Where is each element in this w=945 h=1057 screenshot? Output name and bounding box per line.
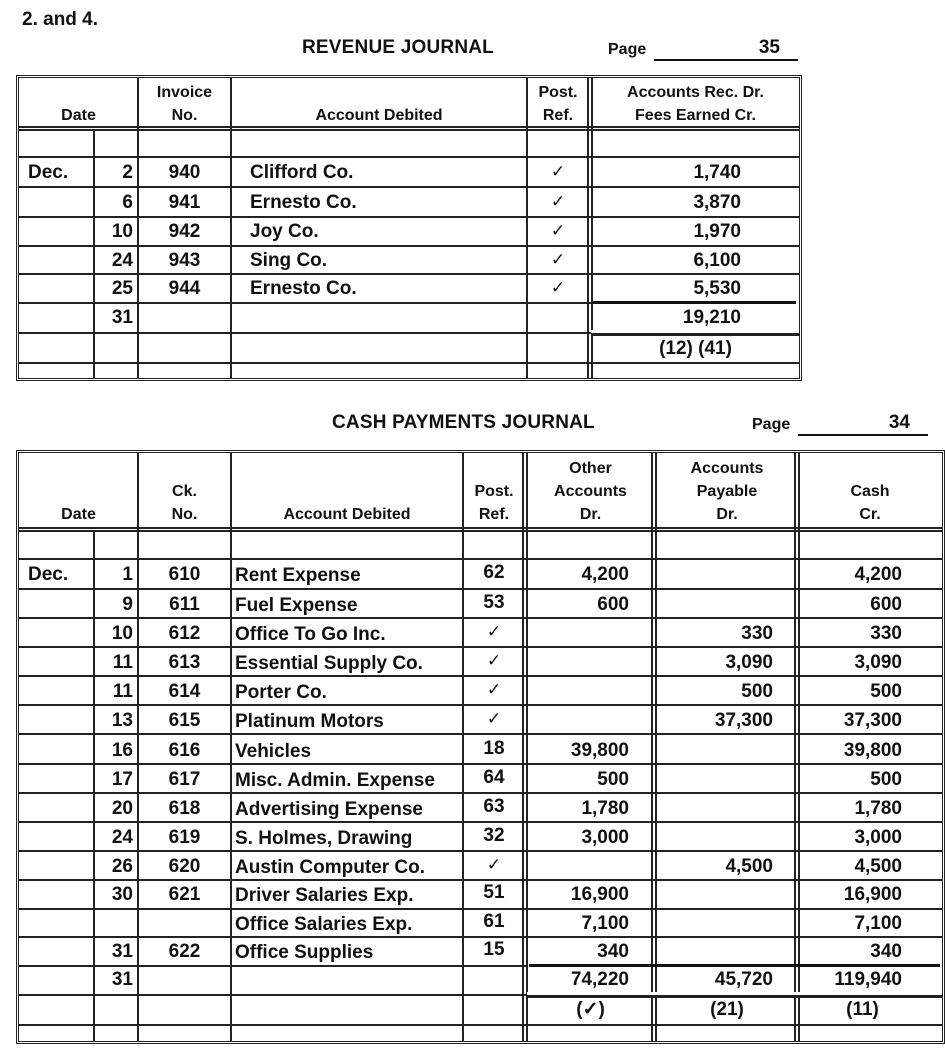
- cash-cr: 3,090: [854, 652, 902, 673]
- account-debited: S. Holmes, Drawing: [235, 828, 413, 849]
- posting-refs: (12) (41): [659, 338, 732, 359]
- cash-cr: 330: [870, 623, 902, 644]
- posting-ref-ap: (21): [710, 999, 744, 1020]
- check-icon: ✓: [550, 192, 566, 211]
- row-line: [19, 186, 799, 188]
- row-line: [19, 792, 942, 794]
- account-debited: Fuel Expense: [235, 595, 358, 616]
- accounts-payable-dr: 37,300: [714, 710, 773, 731]
- cash-cr: 7,100: [854, 913, 902, 934]
- header-ck: Ck.: [172, 483, 197, 500]
- row-line: [19, 245, 799, 247]
- header-invoice: Invoice: [156, 84, 213, 101]
- row-line: [19, 646, 942, 648]
- post-ref: 64: [483, 767, 505, 788]
- gap: [527, 992, 942, 995]
- header-post: Post.: [474, 483, 514, 500]
- check-no: 615: [168, 710, 201, 731]
- check-no: 613: [168, 652, 201, 673]
- check-no: 621: [168, 884, 201, 905]
- account-debited: Platinum Motors: [235, 711, 384, 732]
- accounts-payable-dr: 4,500: [725, 856, 773, 877]
- check-no: 618: [168, 798, 201, 819]
- day: 31: [111, 969, 133, 990]
- header-fees-earned: Fees Earned Cr.: [635, 107, 756, 124]
- account-debited: Sing Co.: [250, 250, 328, 271]
- header-divider: [19, 527, 942, 532]
- cash-cr: 4,500: [854, 856, 902, 877]
- amount: 3,870: [693, 192, 741, 213]
- header-date: Date: [61, 506, 96, 523]
- account-debited: Office To Go Inc.: [235, 624, 386, 645]
- day: 24: [111, 827, 133, 848]
- other-accounts-dr: 4,200: [581, 564, 629, 585]
- accounts-payable-dr: 3,090: [725, 652, 773, 673]
- posting-ref-other: (✓): [576, 999, 605, 1020]
- day: 11: [112, 681, 133, 702]
- check-icon: ✓: [486, 709, 502, 728]
- header-cash-cr: Cr.: [859, 506, 881, 523]
- account-debited: Vehicles: [235, 741, 312, 762]
- row-line: [19, 362, 799, 364]
- account-debited: Clifford Co.: [250, 162, 354, 183]
- day: 2: [122, 162, 133, 183]
- check-no: 614: [168, 681, 201, 702]
- other-accounts-dr: 1,780: [581, 798, 629, 819]
- header-ck-no: No.: [171, 506, 198, 523]
- col-divider: [230, 453, 232, 1041]
- posting-ref-cash: (11): [846, 999, 879, 1020]
- check-no: 620: [168, 856, 201, 877]
- check-icon: ✓: [550, 250, 566, 269]
- total-rule: [529, 964, 940, 967]
- invoice-no: 944: [168, 278, 201, 299]
- post-ref: 53: [483, 592, 505, 613]
- account-debited: Office Supplies: [235, 942, 374, 963]
- cash-cr: 39,800: [843, 740, 902, 761]
- check-icon: ✓: [550, 162, 566, 181]
- header-ref: Ref.: [478, 506, 510, 523]
- day: 30: [111, 884, 133, 905]
- post-ref: 63: [483, 796, 505, 817]
- check-no: 612: [168, 623, 201, 644]
- day: 20: [111, 798, 133, 819]
- account-debited: Porter Co.: [235, 682, 327, 703]
- col-divider-double: [651, 453, 657, 1041]
- cash-cr: 500: [870, 769, 902, 790]
- day: 31: [111, 941, 133, 962]
- revenue-page-label: Page: [608, 41, 647, 58]
- check-icon: ✓: [550, 278, 566, 297]
- revenue-page-number: 35: [654, 37, 798, 61]
- post-ref: 61: [483, 911, 505, 932]
- header-invoice-no: No.: [171, 107, 198, 124]
- account-debited: Advertising Expense: [235, 799, 423, 820]
- total-amount: 19,210: [682, 307, 741, 328]
- day: 17: [111, 769, 133, 790]
- row-line: [19, 216, 799, 218]
- header-account-debited: Account Debited: [283, 506, 411, 523]
- month: Dec.: [28, 162, 69, 183]
- invoice-no: 943: [168, 250, 201, 271]
- row-line: [19, 733, 942, 735]
- header-accounts-rec: Accounts Rec. Dr.: [627, 84, 764, 101]
- row-line: [19, 1024, 942, 1026]
- cash-cr: 1,780: [854, 798, 902, 819]
- amount: 1,970: [693, 221, 741, 242]
- day: 6: [122, 192, 133, 213]
- row-line: [19, 558, 942, 560]
- header-ref: Ref.: [542, 107, 574, 124]
- check-no: 617: [168, 769, 201, 790]
- other-accounts-dr: 340: [597, 941, 629, 962]
- gap: [591, 330, 799, 333]
- check-icon: ✓: [486, 651, 502, 670]
- cash-cr: 600: [870, 594, 902, 615]
- other-accounts-dr: 16,900: [570, 884, 629, 905]
- post-ref: 51: [483, 882, 505, 903]
- header-other-accounts: Accounts: [554, 483, 627, 500]
- cash-cr: 4,200: [854, 564, 902, 585]
- revenue-journal-title: REVENUE JOURNAL: [302, 37, 494, 58]
- account-debited: Misc. Admin. Expense: [235, 770, 435, 791]
- cash-cr: 16,900: [843, 884, 902, 905]
- exercise-heading: 2. and 4.: [22, 9, 99, 30]
- check-no: 610: [168, 564, 201, 585]
- cash-cr: 37,300: [843, 710, 902, 731]
- header-ap-dr: Dr.: [716, 506, 738, 523]
- row-line: [19, 675, 942, 677]
- check-icon: ✓: [486, 680, 502, 699]
- row-line: [19, 704, 942, 706]
- account-debited: Ernesto Co.: [250, 278, 357, 299]
- cash-cr: 340: [870, 941, 902, 962]
- amount: 6,100: [693, 250, 741, 271]
- row-line: [19, 763, 942, 765]
- other-accounts-dr: 500: [597, 769, 629, 790]
- month: Dec.: [28, 564, 69, 585]
- row-line: [19, 156, 799, 158]
- amount: 5,530: [693, 278, 741, 299]
- other-accounts-dr: 3,000: [581, 827, 629, 848]
- cash-page-number: 34: [798, 412, 928, 436]
- account-debited: Rent Expense: [235, 565, 361, 586]
- check-no: 619: [168, 827, 201, 848]
- check-icon: ✓: [550, 221, 566, 240]
- row-line: [19, 273, 799, 275]
- other-accounts-dr: 7,100: [581, 913, 629, 934]
- invoice-no: 941: [168, 192, 201, 213]
- total-rule: [593, 301, 796, 304]
- account-debited: Office Salaries Exp.: [235, 914, 413, 935]
- other-accounts-dr: 600: [597, 594, 629, 615]
- row-line: [19, 821, 942, 823]
- cash-page-label: Page: [752, 416, 791, 433]
- header-ap-payable: Payable: [696, 483, 758, 500]
- cash-cr: 500: [870, 681, 902, 702]
- day: 10: [111, 221, 133, 242]
- cash-cr: 3,000: [854, 827, 902, 848]
- row-line: [19, 302, 591, 304]
- day: 26: [111, 856, 133, 877]
- check-no: 616: [168, 740, 201, 761]
- day: 31: [111, 307, 133, 328]
- header-date: Date: [61, 107, 96, 124]
- row-line: [591, 334, 799, 336]
- day: 13: [111, 710, 133, 731]
- account-debited: Joy Co.: [250, 221, 319, 242]
- day: 10: [111, 623, 133, 644]
- row-line: [19, 965, 527, 967]
- check-icon: ✓: [486, 855, 502, 874]
- check-no: 611: [169, 594, 200, 615]
- total-cash: 119,940: [834, 969, 902, 990]
- row-line: [19, 588, 942, 590]
- header-ap: Accounts: [690, 460, 764, 477]
- post-ref: 15: [483, 939, 505, 960]
- accounts-payable-dr: 330: [741, 623, 773, 644]
- amount: 1,740: [693, 162, 741, 183]
- header-other-dr: Dr.: [579, 506, 602, 523]
- day: 11: [112, 652, 133, 673]
- header-post: Post.: [538, 84, 578, 101]
- other-accounts-dr: 39,800: [570, 740, 629, 761]
- header-account-debited: Account Debited: [315, 107, 443, 124]
- day: 9: [122, 594, 133, 615]
- check-no: 622: [168, 941, 201, 962]
- post-ref: 62: [483, 562, 505, 583]
- post-ref: 18: [483, 738, 505, 759]
- accounts-payable-dr: 500: [741, 681, 773, 702]
- invoice-no: 942: [168, 221, 201, 242]
- header-cash: Cash: [850, 483, 890, 500]
- cash-payments-journal-title: CASH PAYMENTS JOURNAL: [332, 412, 595, 433]
- check-icon: ✓: [486, 622, 502, 641]
- total-ap: 45,720: [714, 969, 773, 990]
- day: 1: [122, 564, 133, 585]
- account-debited: Driver Salaries Exp.: [235, 885, 414, 906]
- row-line: [19, 617, 942, 619]
- account-debited: Austin Computer Co.: [235, 857, 425, 878]
- row-line: [19, 850, 942, 852]
- account-debited: Ernesto Co.: [250, 192, 357, 213]
- post-ref: 32: [483, 825, 505, 846]
- account-debited: Essential Supply Co.: [235, 653, 423, 674]
- day: 24: [111, 250, 133, 271]
- total-other: 74,220: [570, 969, 629, 990]
- day: 25: [111, 278, 133, 299]
- invoice-no: 940: [168, 162, 201, 183]
- day: 16: [111, 740, 133, 761]
- header-other: Other: [569, 460, 612, 477]
